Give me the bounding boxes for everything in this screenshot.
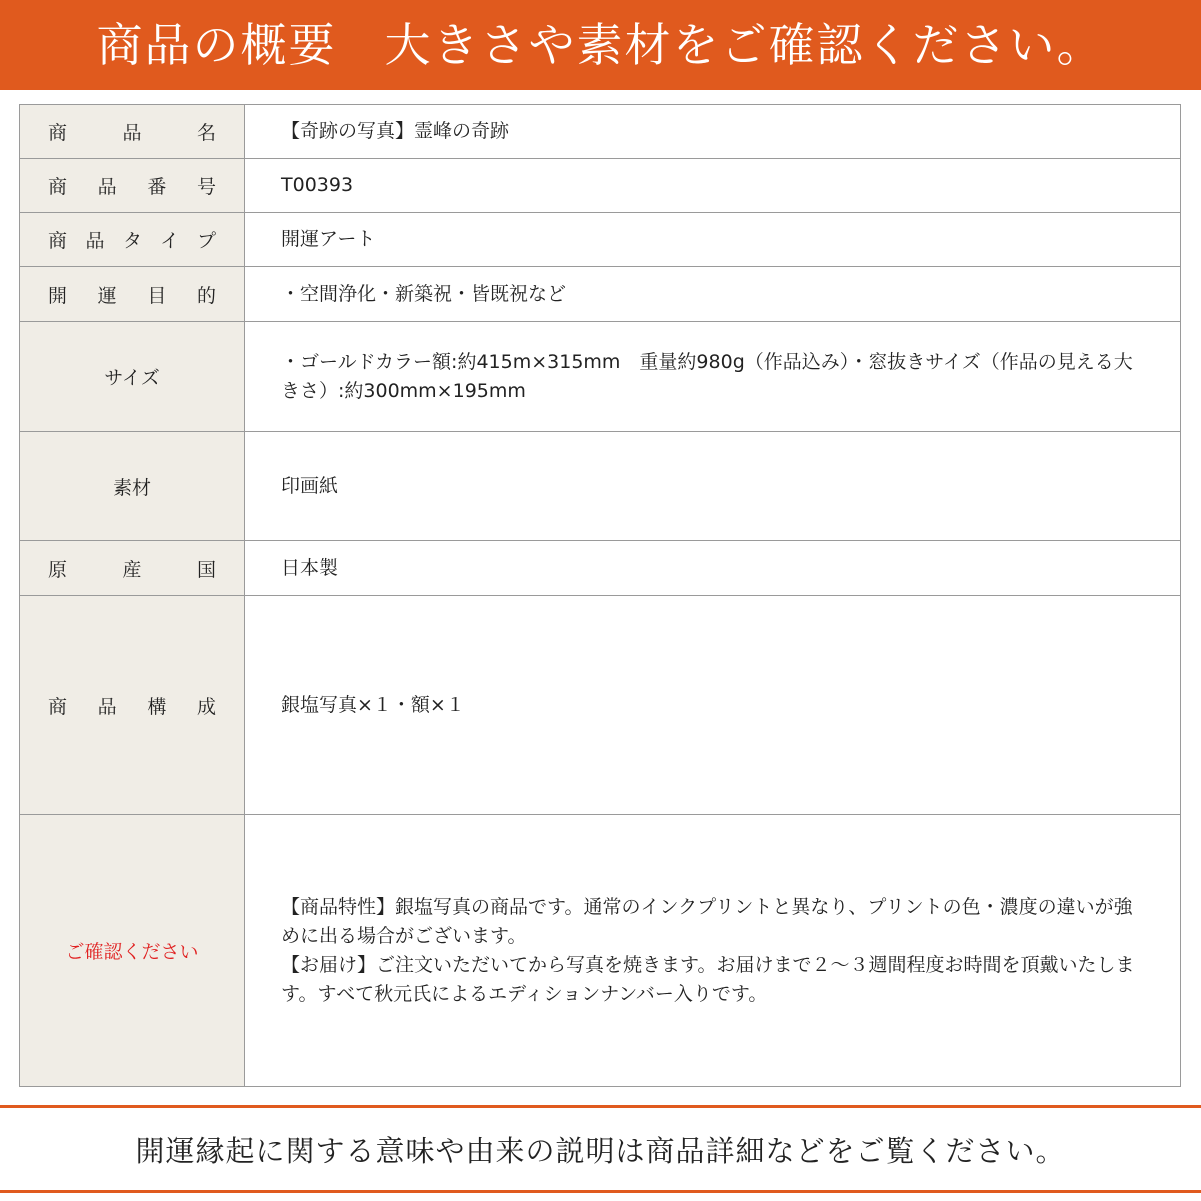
table-row xyxy=(20,432,1181,541)
row-label-cell xyxy=(20,541,245,596)
delivery-text: 【お届け】ご注文いただいてから写真を焼きます。お届けまで２〜３週間程度お時間を頂戴いたします。すべて秋元氏によるエディションナンバー入りです。 xyxy=(281,953,1135,1005)
contents-value: 銀塩写真×１・額×１ xyxy=(245,596,1181,815)
table-row xyxy=(20,815,1181,1087)
table-row xyxy=(20,213,1181,267)
origin-value: 日本製 xyxy=(245,541,1181,596)
label-product-type: 商品タイプ xyxy=(48,230,216,252)
label-purpose: 開運目的 xyxy=(48,284,216,307)
label-size: サイズ xyxy=(104,367,160,389)
row-label-cell xyxy=(20,322,245,432)
product-number-value: T00393 xyxy=(245,159,1181,213)
table-row xyxy=(20,105,1181,159)
row-label-cell xyxy=(20,105,245,159)
page-title: 商品の概要 大きさや素材をご確認ください。 xyxy=(96,18,1105,72)
product-type-value: 開運アート xyxy=(245,213,1181,267)
product-name-value: 【奇跡の写真】霊峰の奇跡 xyxy=(245,105,1181,159)
table-row xyxy=(20,159,1181,213)
footer-bottom-rule xyxy=(0,1190,1201,1193)
table-row xyxy=(20,267,1181,322)
label-origin: 原 産 国 xyxy=(48,558,216,581)
row-label-cell xyxy=(20,159,245,213)
label-contents: 商品構成 xyxy=(48,695,216,718)
material-value: 印画紙 xyxy=(245,432,1181,541)
table-row xyxy=(20,541,1181,596)
table-row xyxy=(20,322,1181,432)
row-label-cell xyxy=(20,432,245,541)
product-characteristics-text: 【商品特性】銀塩写真の商品です。通常のインクプリントと異なり、プリントの色・濃度の違いが強めに出る場合がございます。 xyxy=(281,895,1133,947)
header-banner xyxy=(0,0,1201,90)
notice-value xyxy=(245,815,1181,1087)
label-material: 素材 xyxy=(112,476,151,499)
row-label-cell xyxy=(20,596,245,815)
table-row xyxy=(20,596,1181,815)
label-notice: ご確認ください xyxy=(65,941,199,963)
label-product-number: 商品番号 xyxy=(48,176,216,198)
purpose-value: ・空間浄化・新築祝・皆既祝など xyxy=(245,267,1181,322)
row-label-cell xyxy=(20,815,245,1087)
row-label-cell xyxy=(20,267,245,322)
footer-note: 開運縁起に関する意味や由来の説明は商品詳細などをご覧ください。 xyxy=(135,1133,1066,1168)
label-product-name: 商 品 名 xyxy=(48,122,216,144)
product-spec-table xyxy=(19,104,1181,1087)
size-value: ・ゴールドカラー額:約415m×315mm 重量約980g（作品込み）・窓抜きサイズ（作品の見える大きさ）:約300mm×195mm xyxy=(245,322,1181,432)
row-label-cell xyxy=(20,213,245,267)
